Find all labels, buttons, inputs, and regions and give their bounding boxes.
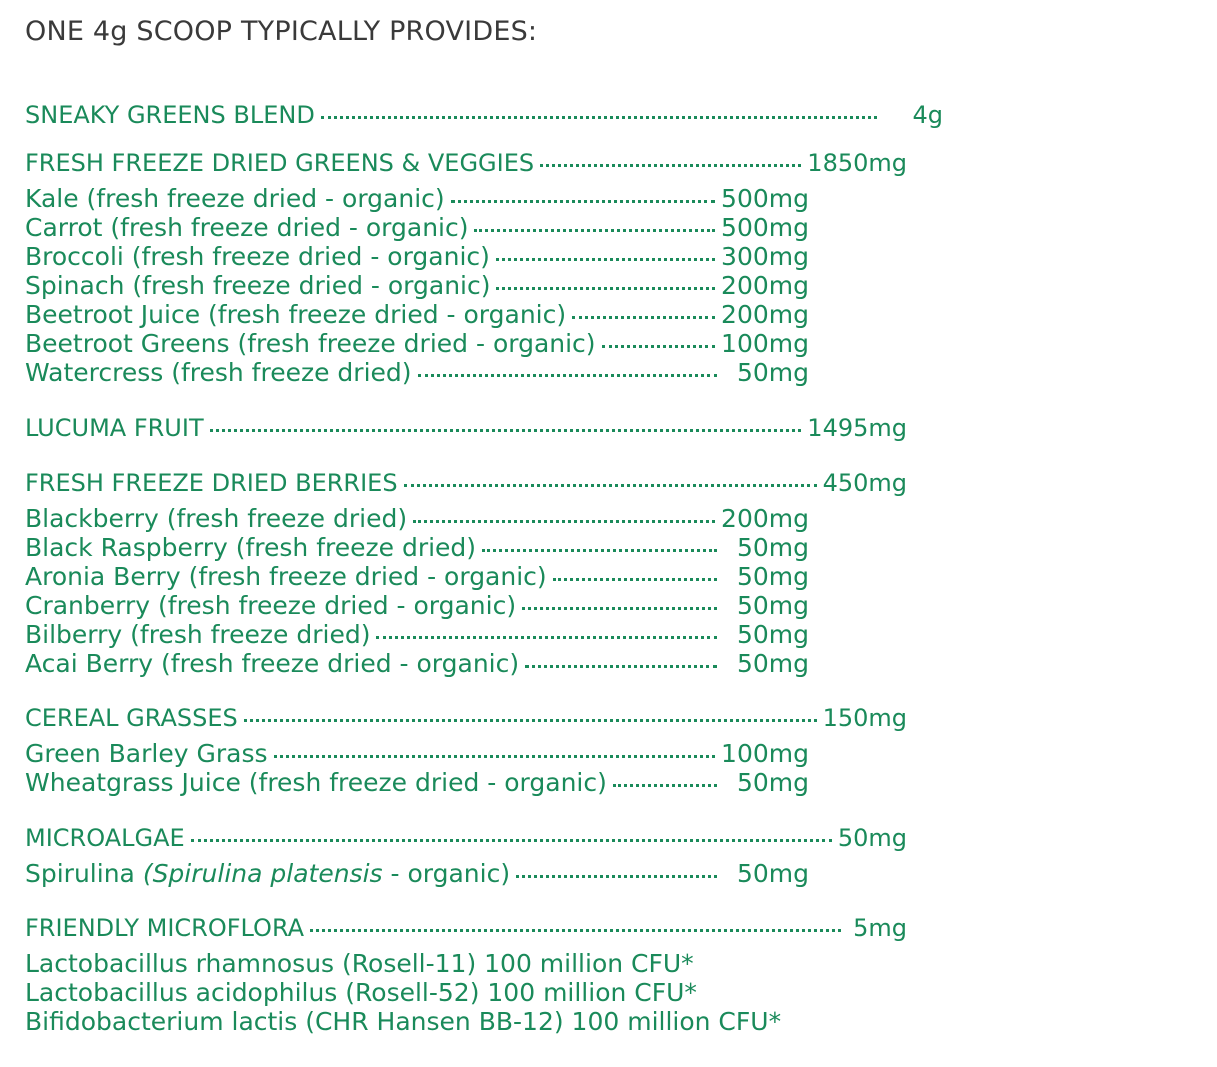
dot-leader — [522, 606, 717, 610]
section-row-lucuma — [25, 414, 907, 442]
ingredient-label: Green Barley Grass — [25, 739, 268, 768]
ingredient-amount: 50mg — [736, 358, 809, 387]
ingredient-row — [25, 562, 809, 591]
section-row-sneaky-greens — [25, 101, 943, 129]
dot-leader — [376, 635, 717, 639]
section-row-greens-veggies — [25, 149, 907, 177]
section-amount: 150mg — [822, 704, 907, 732]
ingredient-label: Broccoli (fresh freeze dried - organic) — [25, 242, 490, 271]
ingredient-row — [25, 300, 809, 329]
section-label: SNEAKY GREENS BLEND — [25, 101, 315, 129]
ingredient-row — [25, 358, 809, 387]
ingredient-label: Blackberry (fresh freeze dried) — [25, 504, 408, 533]
dot-leader — [516, 874, 717, 878]
ingredient-label: Beetroot Greens (fresh freeze dried - organic) — [25, 329, 596, 358]
section-amount: 1850mg — [807, 149, 907, 177]
dot-leader — [404, 483, 817, 487]
ingredient-label: Bilberry (fresh freeze dried) — [25, 620, 371, 649]
ingredient-row — [25, 533, 809, 562]
dot-leader — [451, 199, 715, 203]
section-label: CEREAL GRASSES — [25, 704, 238, 732]
dot-leader — [525, 664, 717, 668]
section-label: FRESH FREEZE DRIED GREENS & VEGGIES — [25, 149, 535, 177]
ingredient-row — [25, 591, 809, 620]
ingredient-label: Aronia Berry (fresh freeze dried - organic) — [25, 562, 547, 591]
dot-leader — [553, 577, 717, 581]
ingredient-label: Kale (fresh freeze dried - organic) — [25, 184, 445, 213]
ingredient-label-italic: (Spirulina platensis — [142, 859, 383, 888]
dot-leader — [474, 228, 715, 232]
ingredient-label: Black Raspberry (fresh freeze dried) — [25, 533, 477, 562]
section-amount: 50mg — [837, 824, 907, 852]
ingredient-amount: 50mg — [736, 533, 809, 562]
section-row-microalgae — [25, 824, 907, 852]
dot-leader — [496, 286, 715, 290]
ingredient-amount: 50mg — [736, 649, 809, 678]
ingredient-amount: 500mg — [721, 184, 809, 213]
section-amount: 1495mg — [807, 414, 907, 442]
dot-leader — [602, 344, 715, 348]
ingredient-amount: 200mg — [721, 504, 809, 533]
ingredient-label: Beetroot Juice (fresh freeze dried - organic) — [25, 300, 567, 329]
dot-leader — [482, 548, 717, 552]
dot-leader — [613, 783, 717, 787]
section-row-microflora — [25, 914, 907, 942]
ingredient-row — [25, 739, 809, 768]
microflora-line: Lactobacillus acidophilus (Rosell-52) 100 million CFU* — [25, 978, 697, 1007]
ingredient-amount: 200mg — [721, 271, 809, 300]
ingredient-row — [25, 184, 809, 213]
ingredient-row — [25, 329, 809, 358]
ingredient-amount: 50mg — [736, 591, 809, 620]
ingredient-label: Watercress (fresh freeze dried) — [25, 358, 412, 387]
dot-leader — [321, 115, 877, 119]
section-row-berries — [25, 469, 907, 497]
ingredient-label: Spinach (fresh freeze dried - organic) — [25, 271, 491, 300]
section-label: MICROALGAE — [25, 824, 185, 852]
dot-leader — [191, 838, 832, 842]
ingredient-amount: 50mg — [736, 562, 809, 591]
dot-leader — [496, 257, 715, 261]
section-label: FRESH FREEZE DRIED BERRIES — [25, 469, 398, 497]
ingredient-row — [25, 504, 809, 533]
ingredient-label: Cranberry (fresh freeze dried - organic) — [25, 591, 517, 620]
microflora-line: Bifidobacterium lactis (CHR Hansen BB-12) 100 million CFU* — [25, 1007, 782, 1036]
dot-leader — [413, 519, 715, 523]
section-amount: 450mg — [822, 469, 907, 497]
ingredient-amount: 50mg — [736, 859, 809, 888]
ingredient-amount: 100mg — [721, 329, 809, 358]
section-label: FRIENDLY MICROFLORA — [25, 914, 305, 942]
dot-leader — [418, 373, 717, 377]
section-row-cereal-grasses — [25, 704, 907, 732]
ingredient-row — [25, 271, 809, 300]
section-label: LUCUMA FRUIT — [25, 414, 204, 442]
ingredient-label: Carrot (fresh freeze dried - organic) — [25, 213, 469, 242]
ingredient-row — [25, 242, 809, 271]
ingredient-label-prefix: Spirulina — [25, 859, 143, 888]
ingredient-row — [25, 649, 809, 678]
microflora-line: Lactobacillus rhamnosus (Rosell-11) 100 million CFU* — [25, 949, 694, 978]
ingredient-amount: 50mg — [736, 768, 809, 797]
dot-leader — [244, 718, 817, 722]
ingredient-amount: 50mg — [736, 620, 809, 649]
dot-leader — [310, 928, 841, 932]
ingredient-row — [25, 213, 809, 242]
ingredient-amount: 500mg — [721, 213, 809, 242]
ingredient-label — [25, 859, 510, 888]
ingredient-label: Wheatgrass Juice (fresh freeze dried - organic) — [25, 768, 607, 797]
ingredient-amount: 300mg — [721, 242, 809, 271]
section-amount: 5mg — [853, 914, 907, 942]
dot-leader — [274, 754, 716, 758]
dot-leader — [210, 428, 802, 432]
ingredient-row — [25, 859, 809, 888]
section-amount: 4g — [912, 101, 943, 129]
dot-leader — [540, 163, 801, 167]
ingredient-row — [25, 768, 809, 797]
ingredient-label-suffix: - organic) — [382, 859, 511, 888]
dot-leader — [572, 315, 715, 319]
ingredient-label: Acai Berry (fresh freeze dried - organic) — [25, 649, 520, 678]
ingredient-amount: 200mg — [721, 300, 809, 329]
ingredient-row — [25, 620, 809, 649]
page-title: ONE 4g SCOOP TYPICALLY PROVIDES: — [25, 16, 538, 47]
ingredient-amount: 100mg — [721, 739, 809, 768]
